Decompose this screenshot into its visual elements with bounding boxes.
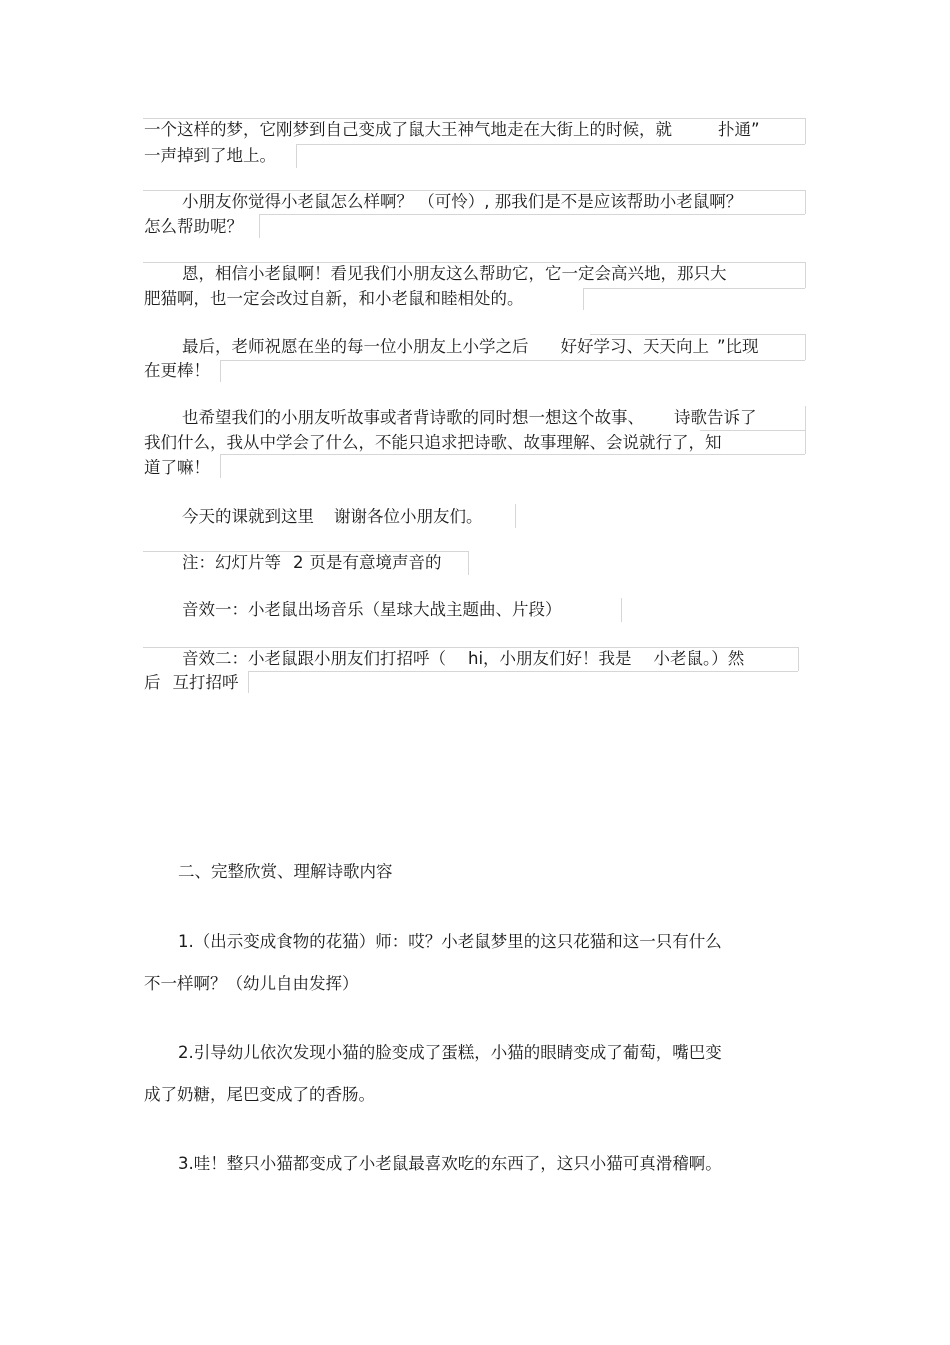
text: 注：幻灯片等	[182, 553, 281, 572]
border-line	[248, 671, 249, 693]
paragraph-2-line-1: 小朋友你觉得小老鼠怎么样啊？ （可怜）, 那我们是不是应该帮助小老鼠啊？	[182, 192, 743, 211]
item-3: 3.哇！整只小猫都变成了小老鼠最喜欢吃的东西了，这只小猫可真滑稽啊。	[178, 1154, 722, 1173]
border-line	[805, 262, 806, 288]
border-line	[798, 647, 799, 671]
paragraph-4-line-1	[182, 337, 759, 357]
item-2-line-2: 成了奶糖，尾巴变成了的香肠。	[144, 1085, 375, 1104]
border-line	[296, 144, 805, 145]
border-line	[583, 288, 584, 310]
border-line	[143, 647, 798, 648]
border-line	[590, 334, 805, 335]
border-line	[700, 430, 805, 431]
border-line	[220, 454, 221, 478]
text: ”	[751, 120, 760, 139]
border-line	[805, 118, 806, 144]
note-line	[182, 553, 442, 573]
paragraph-1-line-1	[144, 120, 760, 140]
border-line	[259, 214, 805, 215]
item-1-line-2: 不一样啊？（幼儿自由发挥）	[144, 974, 359, 993]
text: 今天的课就到这里	[182, 507, 314, 526]
text: 后	[144, 673, 161, 692]
text: 好好学习、天天向上	[560, 337, 709, 356]
paragraph-5-line-2: 我们什么，我从中学会了什么，不能只追求把诗歌、故事理解、会说就行了，知	[144, 433, 722, 452]
border-line	[583, 288, 805, 289]
border-line	[805, 334, 806, 360]
paragraph-3-line-1: 恩，相信小老鼠啊！看见我们小朋友这么帮助它，它一定会高兴地，那只大	[182, 264, 727, 283]
section-heading: 二、完整欣赏、理解诗歌内容	[178, 862, 393, 881]
paragraph-6	[182, 507, 483, 527]
border-line	[220, 360, 805, 361]
border-line	[143, 262, 805, 263]
border-line	[259, 214, 260, 238]
text: 小老鼠。）然	[653, 649, 745, 668]
text: 也希望我们的小朋友听故事或者背诗歌的同时想一想这个故事、	[182, 408, 644, 427]
border-line	[220, 454, 805, 455]
border-line	[515, 504, 516, 528]
border-line	[248, 671, 798, 672]
text: 互打招呼	[172, 673, 239, 692]
text: ”比现	[717, 337, 759, 356]
border-line	[805, 406, 806, 454]
text: hi，小朋友们好！我是	[468, 649, 632, 668]
text: 2	[293, 553, 304, 572]
border-line	[143, 551, 468, 552]
text: 诗歌告诉了	[674, 408, 757, 427]
text: 页是有意境声音的	[309, 553, 442, 572]
border-line	[805, 190, 806, 214]
border-line	[143, 118, 805, 119]
sound-effect-1: 音效一：小老鼠出场音乐（星球大战主题曲、片段）	[182, 600, 562, 619]
paragraph-3-line-2: 肥猫啊，也一定会改过自新，和小老鼠和睦相处的。	[144, 289, 524, 308]
paragraph-2-line-2: 怎么帮助呢？	[144, 217, 243, 236]
text: 最后，老师祝愿在坐的每一位小朋友上小学之后	[182, 337, 529, 356]
text: 音效二：小老鼠跟小朋友们打招呼（	[182, 649, 446, 668]
item-1-line-1: 1.（出示变成食物的花猫）师：哎？小老鼠梦里的这只花猫和这一只有什么	[178, 932, 722, 951]
paragraph-5-line-3: 道了嘛！	[144, 458, 210, 477]
text: 谢谢各位小朋友们。	[334, 507, 483, 526]
paragraph-4-line-2: 在更棒！	[144, 361, 210, 380]
paragraph-1-line-2: 一声掉到了地上。	[144, 146, 276, 165]
item-2-line-1: 2.引导幼儿依次发现小猫的脸变成了蛋糕，小猫的眼睛变成了葡萄，嘴巴变	[178, 1043, 722, 1062]
border-line	[621, 598, 622, 622]
border-line	[468, 551, 469, 575]
text: 扑通	[718, 120, 751, 139]
border-line	[220, 360, 221, 382]
border-line	[143, 190, 805, 191]
border-line	[296, 144, 297, 168]
sound-effect-2-line-1	[182, 649, 744, 669]
sound-effect-2-line-2	[144, 673, 239, 693]
paragraph-5-line-1	[182, 408, 757, 428]
text: 一个这样的梦，它刚梦到自己变成了鼠大王神气地走在大街上的时候，就	[144, 120, 672, 139]
